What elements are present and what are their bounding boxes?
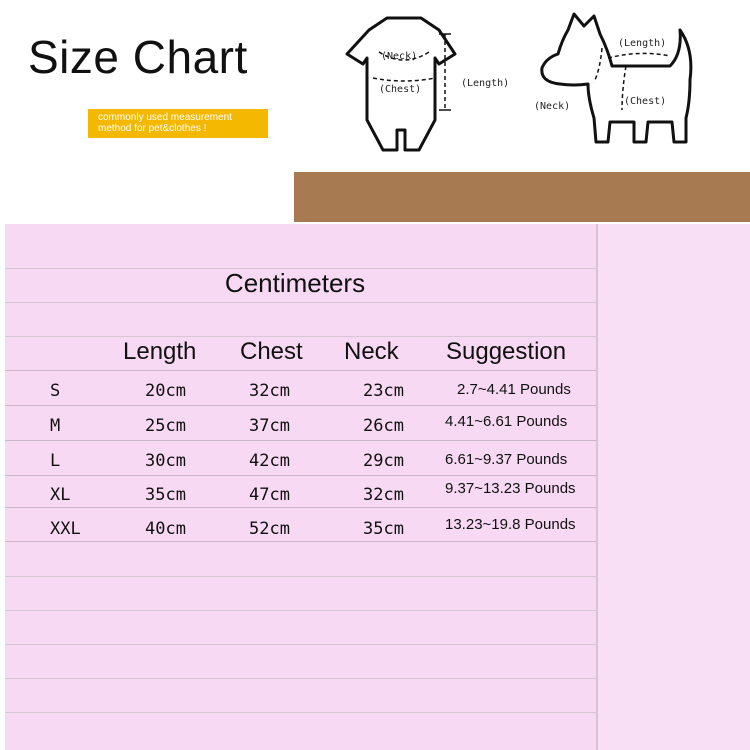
brown-band xyxy=(294,172,750,222)
rule-line xyxy=(5,610,596,611)
rule-line xyxy=(5,302,596,303)
dog-chest-label: (Chest) xyxy=(624,96,667,107)
chest-value: 52cm xyxy=(249,519,290,539)
size-label: XL xyxy=(50,485,71,505)
dog-length-label: (Length) xyxy=(618,38,667,49)
suggestion-value: 4.41~6.61 Pounds xyxy=(445,413,568,430)
garment-chest-label: (Chest) xyxy=(379,84,422,95)
rule-line xyxy=(5,336,596,337)
rule-line xyxy=(5,678,596,679)
column-header-suggestion: Suggestion xyxy=(446,338,567,365)
garment-neck-label: (Neck) xyxy=(381,51,418,62)
suggestion-value: 13.23~19.8 Pounds xyxy=(445,516,576,533)
page-title: Size Chart xyxy=(28,31,248,83)
neck-value: 35cm xyxy=(363,519,404,539)
rule-line xyxy=(5,405,596,406)
size-label: S xyxy=(50,381,61,401)
garment-diagram xyxy=(335,12,520,157)
unit-title: Centimeters xyxy=(224,268,366,298)
column-header-length: Length xyxy=(123,338,197,365)
column-header-chest: Chest xyxy=(240,338,303,365)
length-value: 40cm xyxy=(145,519,186,539)
chest-value: 32cm xyxy=(249,381,290,401)
length-value: 30cm xyxy=(145,451,186,471)
dog-diagram xyxy=(530,10,710,160)
chest-value: 37cm xyxy=(249,416,290,436)
rule-line xyxy=(5,475,596,476)
badge-line-2: method for pet&clothes ! xyxy=(98,123,207,134)
length-value: 35cm xyxy=(145,485,186,505)
length-value: 25cm xyxy=(145,416,186,436)
measurement-badge xyxy=(88,109,268,138)
neck-value: 23cm xyxy=(363,381,404,401)
rule-line xyxy=(5,440,596,441)
rule-line xyxy=(5,644,596,645)
chest-value: 47cm xyxy=(249,485,290,505)
suggestion-value: 2.7~4.41 Pounds xyxy=(457,381,571,398)
neck-value: 26cm xyxy=(363,416,404,436)
neck-value: 32cm xyxy=(363,485,404,505)
size-label: XXL xyxy=(50,519,81,539)
length-value: 20cm xyxy=(145,381,186,401)
dog-silhouette-icon xyxy=(542,14,691,142)
header-panel xyxy=(0,0,750,172)
size-label: M xyxy=(50,416,61,436)
suggestion-value: 9.37~13.23 Pounds xyxy=(445,480,576,497)
suggestion-value: 6.61~9.37 Pounds xyxy=(445,451,568,468)
panel-divider xyxy=(596,224,598,750)
size-label: L xyxy=(50,451,61,471)
rule-line xyxy=(5,370,596,371)
neck-value: 29cm xyxy=(363,451,404,471)
chest-value: 42cm xyxy=(249,451,290,471)
rule-line xyxy=(5,712,596,713)
column-header-neck: Neck xyxy=(344,338,399,365)
badge-line-1: commonly used measurement xyxy=(98,112,232,123)
rule-line xyxy=(5,576,596,577)
side-panel xyxy=(598,224,750,750)
rule-line xyxy=(5,541,596,542)
rule-line xyxy=(5,507,596,508)
dog-neck-label: (Neck) xyxy=(534,101,571,112)
garment-length-label: (Length) xyxy=(461,78,510,89)
